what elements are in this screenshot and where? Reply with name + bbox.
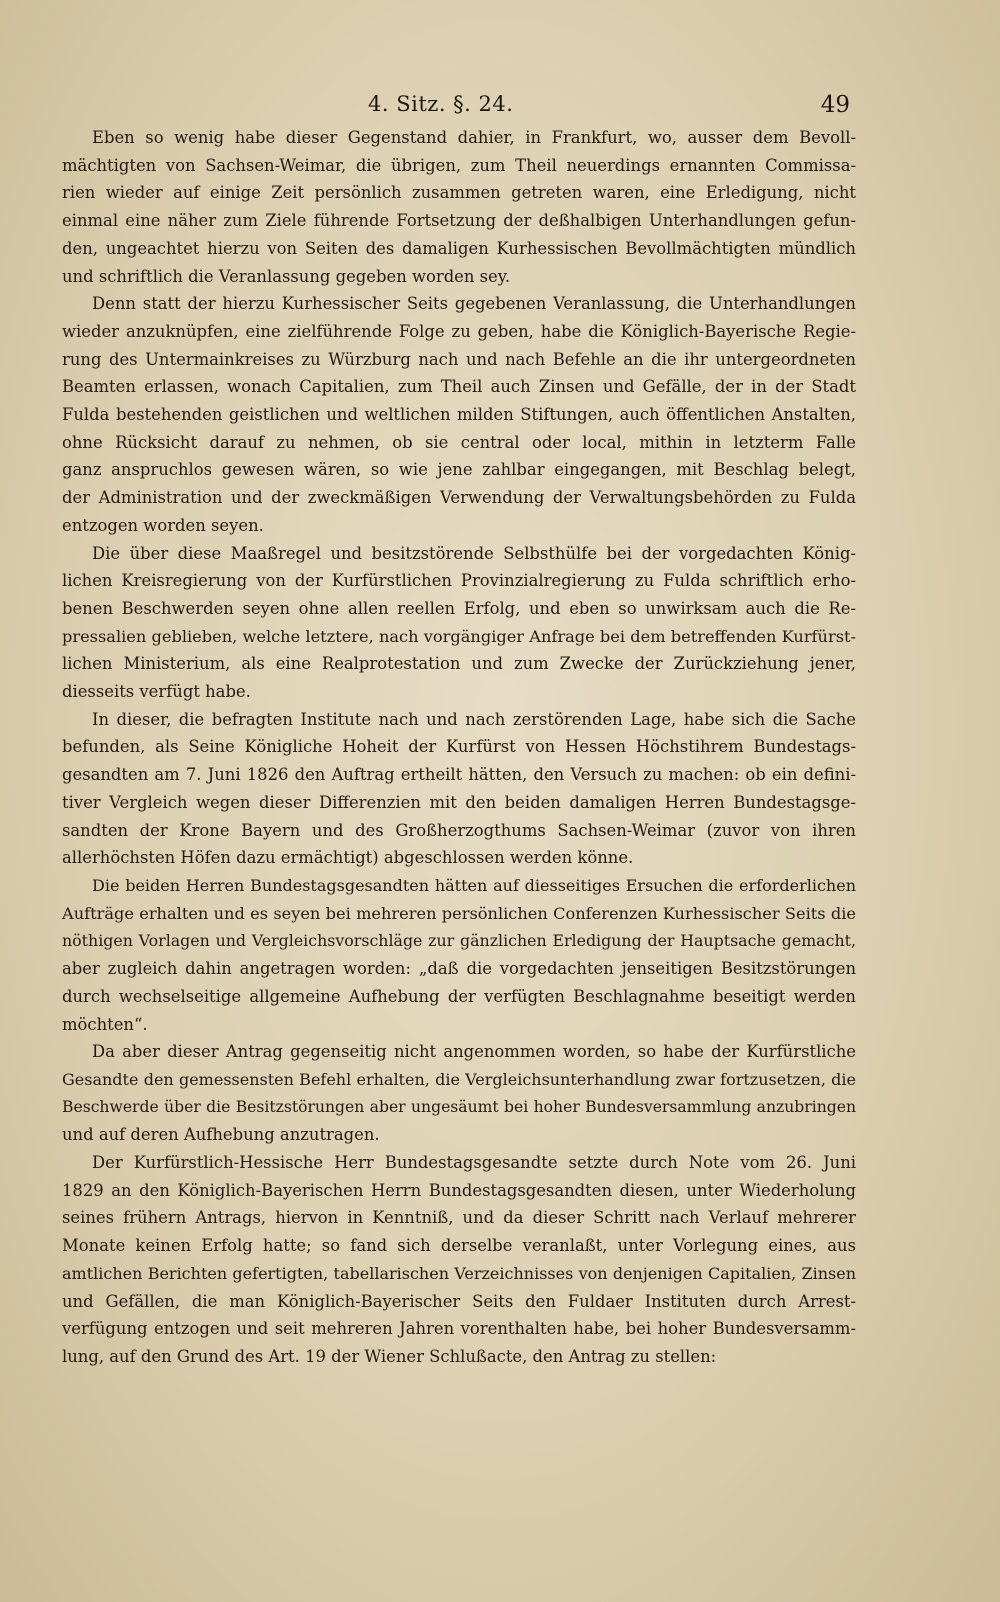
text-line: den, ungeachtet hierzu von Seiten des damaligen Kurhessischen Bevollmächtigten mündlich xyxy=(62,238,856,258)
body-text xyxy=(62,124,856,1371)
text-line: und Gefällen, die man Königlich-Bayerischer Seits den Fuldaer Instituten durch Arrest- xyxy=(62,1291,856,1311)
text-line: nöthigen Vorlagen und Vergleichsvorschläge zur gänzlichen Erledigung der Hauptsache gemacht, xyxy=(62,931,856,951)
text-line: Da aber dieser Antrag gegenseitig nicht angenommen worden, so habe der Kurfürstliche xyxy=(92,1042,856,1062)
page-header xyxy=(0,92,1000,124)
text-line: Gesandte den gemessensten Befehl erhalten, die Vergleichsunterhandlung zwar fortzusetzen, die xyxy=(62,1069,856,1089)
text-line: der Administration und der zweckmäßigen Verwendung der Verwaltungsbehörden zu Fulda xyxy=(62,488,856,508)
text-line: benen Beschwerden seyen ohne allen reellen Erfolg, und eben so unwirksam auch die Re- xyxy=(62,598,856,618)
paragraph xyxy=(62,540,856,706)
text-line: und schriftlich die Veranlassung gegeben worden sey. xyxy=(62,266,511,286)
text-line: lung, auf den Grund des Art. 19 der Wiener Schlußacte, den Antrag zu stellen: xyxy=(62,1346,717,1366)
text-line: Eben so wenig habe dieser Gegenstand dahier, in Frankfurt, wo, ausser dem Bevoll- xyxy=(92,128,856,147)
paragraph xyxy=(62,706,856,872)
text-line: In dieser, die befragten Institute nach und nach zerstörenden Lage, habe sich die Sache xyxy=(92,709,856,729)
text-line: Die beiden Herren Bundestagsgesandten hätten auf diesseitiges Ersuchen die erforderlichen xyxy=(92,875,856,895)
paragraph xyxy=(62,124,856,290)
page-number: 49 xyxy=(820,92,850,118)
text-line: einmal eine näher zum Ziele führende Fortsetzung der deßhalbigen Unterhandlungen gefun- xyxy=(62,211,856,231)
text-line: Die über diese Maaßregel und besitzstörende Selbsthülfe bei der vorgedachten König- xyxy=(92,543,856,563)
text-line: lichen Kreisregierung von der Kurfürstlichen Provinzialregierung zu Fulda schriftlich erho- xyxy=(62,571,856,591)
text-line: diesseits verfügt habe. xyxy=(62,682,251,702)
text-line: Monate keinen Erfolg hatte; so fand sich derselbe veranlaßt, unter Vorlegung eines, aus xyxy=(62,1236,856,1256)
text-line: sandten der Krone Bayern und des Großherzogthums Sachsen-Weimar (zuvor von ihren xyxy=(62,820,856,840)
text-line: ganz anspruchlos gewesen wären, so wie jene zahlbar eingegangen, mit Beschlag belegt, xyxy=(62,460,856,480)
running-title: 4. Sitz. §. 24. xyxy=(368,92,514,116)
paragraph xyxy=(62,1149,856,1371)
paragraph xyxy=(62,872,856,1038)
text-line: Der Kurfürstlich-Hessische Herr Bundestagsgesandte setzte durch Note vom 26. Juni xyxy=(92,1153,856,1173)
text-line: befunden, als Seine Königliche Hoheit der Kurfürst von Hessen Höchstihrem Bundestags- xyxy=(62,737,856,757)
text-line: pressalien geblieben, welche letztere, nach vorgängiger Anfrage bei dem betreffenden Kurfürst- xyxy=(62,626,856,646)
paragraph xyxy=(62,1038,856,1149)
text-line: ohne Rücksicht darauf zu nehmen, ob sie central oder local, mithin in letzterm Falle xyxy=(62,432,856,452)
text-line: lichen Ministerium, als eine Realprotestation und zum Zwecke der Zurückziehung jener, xyxy=(62,654,856,674)
text-line: seines frühern Antrags, hiervon in Kenntniß, und da dieser Schritt nach Verlauf mehrerer xyxy=(62,1208,856,1228)
text-line: möchten“. xyxy=(62,1014,148,1034)
text-line: verfügung entzogen und seit mehreren Jahren vorenthalten habe, bei hoher Bundesversamm- xyxy=(62,1319,856,1339)
text-line: gesandten am 7. Juni 1826 den Auftrag ertheilt hätten, den Versuch zu machen: ob ein defini- xyxy=(62,765,856,785)
text-line: aber zugleich dahin angetragen worden: „daß die vorgedachten jenseitigen Besitzstörungen xyxy=(62,959,856,979)
text-line: tiver Vergleich wegen dieser Differenzien mit den beiden damaligen Herren Bundestagsge- xyxy=(62,792,856,812)
text-line: Beamten erlassen, wonach Capitalien, zum Theil auch Zinsen und Gefälle, der in der Stadt xyxy=(62,377,856,397)
text-line: entzogen worden seyen. xyxy=(62,515,264,535)
paragraph xyxy=(62,290,856,539)
text-line: 1829 an den Königlich-Bayerischen Herrn Bundestagsgesandten diesen, unter Wiederholung xyxy=(62,1180,856,1200)
text-line: Fulda bestehenden geistlichen und weltlichen milden Stiftungen, auch öffentlichen Anstalten, xyxy=(62,405,856,425)
text-line: und auf deren Aufhebung anzutragen. xyxy=(62,1125,380,1145)
text-line: allerhöchsten Höfen dazu ermächtigt) abgeschlossen werden könne. xyxy=(62,848,634,868)
text-line: rien wieder auf einige Zeit persönlich zusammen getreten waren, eine Erledigung, nicht xyxy=(62,183,856,203)
text-line: mächtigten von Sachsen-Weimar, die übrigen, zum Theil neuerdings ernannten Commissa- xyxy=(62,155,856,175)
text-line: rung des Untermainkreises zu Würzburg nach und nach Befehle an die ihr untergeordneten xyxy=(62,349,856,369)
text-line: Aufträge erhalten und es seyen bei mehreren persönlichen Conferenzen Kurhessischer Seits die xyxy=(62,903,856,923)
text-line: amtlichen Berichten gefertigten, tabellarischen Verzeichnisses von denjenigen Capitalien, Zinsen xyxy=(62,1263,856,1283)
text-line: Denn statt der hierzu Kurhessischer Seits gegebenen Veranlassung, die Unterhandlungen xyxy=(92,294,856,314)
text-line: Beschwerde über die Besitzstörungen aber ungesäumt bei hoher Bundesversammlung anzubringen xyxy=(62,1097,856,1116)
text-line: durch wechselseitige allgemeine Aufhebung der verfügten Beschlagnahme beseitigt werden xyxy=(62,986,856,1006)
text-line: wieder anzuknüpfen, eine zielführende Folge zu geben, habe die Königlich-Bayerische Regie- xyxy=(62,321,856,341)
